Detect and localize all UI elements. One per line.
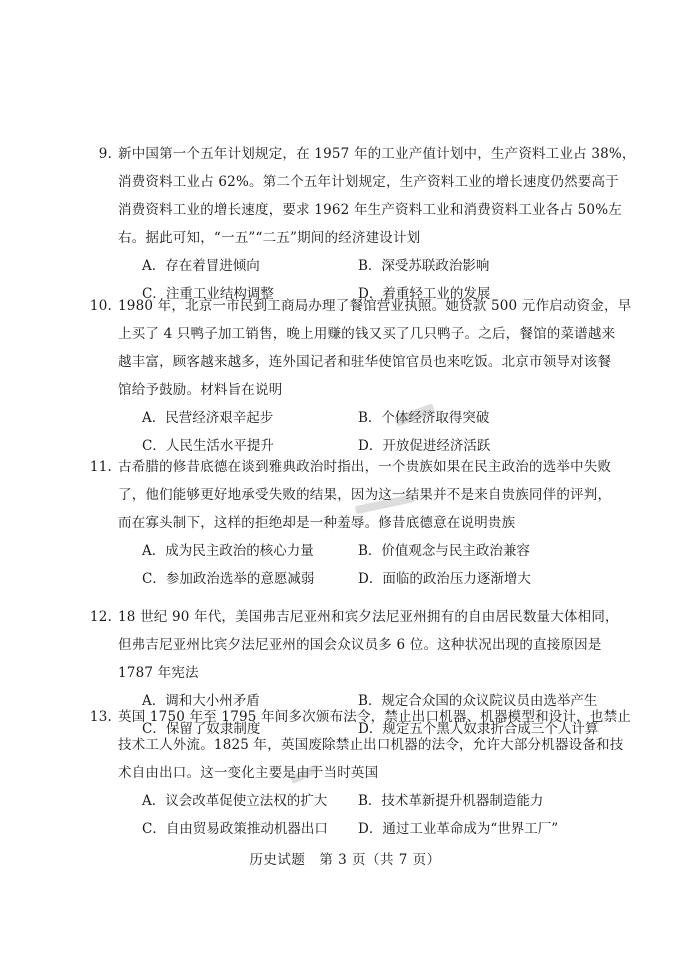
- option-row: [118, 565, 588, 593]
- question-number: 9.: [98, 146, 112, 162]
- question-number: 10.: [89, 298, 112, 314]
- question-text-line: 1787 年宪法: [118, 665, 199, 681]
- option-b: B．规定合众国的众议院议员由选举产生: [358, 693, 598, 709]
- option-b: B．深受苏联政治影响: [358, 258, 490, 274]
- option-b: B．价值观念与民主政治兼容: [358, 543, 530, 559]
- question-text-line: 18 世纪 90 年代，美国弗吉尼亚州和宾夕法尼亚州拥有的自由居民数量大体相同，: [118, 609, 619, 625]
- question-text-line: 英国 1750 年至 1795 年间多次颁布法令，禁止出口机器、机器模型和设计，也禁止: [118, 709, 631, 725]
- question-text-line: 消费资料工业占 62%。第二个五年计划规定，生产资料工业的增长速度仍然要高于: [118, 174, 619, 190]
- question-text-line: 越丰富，顾客越来越多，连外国记者和驻华使馆官员也来吃饭。北京市领导对该餐: [118, 354, 612, 370]
- question-text-line: 了，他们能够更好地承受失败的结果，因为这一结果并不是来自贵族同伴的评判，: [118, 487, 612, 503]
- question-text-line: 但弗吉尼亚州比宾夕法尼亚州的国会众议员多 6 位。这种状况出现的直接原因是: [118, 637, 602, 653]
- option-row: [118, 787, 588, 815]
- option-d: D．开放促进经济活跃: [358, 438, 491, 454]
- option-a: A．成为民主政治的核心力量: [142, 543, 314, 559]
- question-9: [98, 140, 636, 308]
- question-text-line: 右。据此可知，“一五”“二五”期间的经济建设计划: [118, 230, 421, 246]
- question-text-line: 馆给予鼓励。材料旨在说明: [118, 382, 283, 398]
- question-number: 12.: [89, 609, 112, 625]
- question-number: 13.: [89, 709, 112, 725]
- question-13: [89, 703, 631, 843]
- option-d: D．着重轻工业的发展: [358, 286, 491, 302]
- question-10: [89, 292, 632, 460]
- question-text-line: 消费资料工业的增长速度，要求 1962 年生产资料工业和消费资料工业各占 50%左: [118, 202, 622, 218]
- option-a: A．民营经济艰辛起步: [142, 410, 274, 426]
- option-c: C．人民生活水平提升: [142, 438, 274, 454]
- question-text-line: 而在寡头制下，这样的拒绝却是一种羞辱。修昔底德意在说明贵族: [118, 515, 516, 531]
- question-text-line: 术自由出口。这一变化主要是由于当时英国: [118, 765, 379, 781]
- option-row: [118, 252, 588, 280]
- question-11: [89, 453, 612, 593]
- question-text-line: 新中国第一个五年计划规定，在 1957 年的工业产值计划中，生产资料工业占 38%，: [118, 146, 636, 162]
- option-d: D．面临的政治压力逐渐增大: [358, 571, 531, 587]
- question-text-line: 上买了 4 只鸭子加工销售，晚上用赚的钱又买了几只鸭子。之后，餐馆的菜谱越来: [118, 326, 616, 342]
- option-d: D．通过工业革命成为“世界工厂”: [358, 821, 559, 837]
- question-text-line: 古希腊的修昔底德在谈到雅典政治时指出，一个贵族如果在民主政治的选举中失败: [118, 459, 612, 475]
- option-c: C．参加政治选举的意愿减弱: [142, 571, 315, 587]
- option-c: C．保留了奴隶制度: [142, 721, 261, 737]
- question-text-line: 1980 年，北京一市民到工商局办理了餐馆营业执照。她贷款 500 元作启动资金，早: [118, 298, 632, 314]
- option-b: B．个体经济取得突破: [358, 410, 490, 426]
- question-number: 11.: [89, 459, 112, 475]
- option-d: D．规定五个黑人奴隶折合成三个人计算: [358, 721, 599, 737]
- option-a: A．存在着冒进倾向: [142, 258, 260, 274]
- option-row: [118, 404, 588, 432]
- page-footer: 历史试题 第 3 页（共 7 页）: [249, 852, 441, 868]
- option-a: A．议会改革促使立法权的扩大: [142, 793, 328, 809]
- option-a: A．调和大小州矛盾: [142, 693, 260, 709]
- option-row: [118, 537, 588, 565]
- option-c: C．注重工业结构调整: [142, 286, 274, 302]
- question-text-line: 技术工人外流。1825 年，英国废除禁止出口机器的法令，允许大部分机器设备和技: [118, 737, 624, 753]
- option-b: B．技术革新提升机器制造能力: [358, 793, 544, 809]
- option-c: C．自由贸易政策推动机器出口: [142, 821, 328, 837]
- option-row: [118, 815, 588, 843]
